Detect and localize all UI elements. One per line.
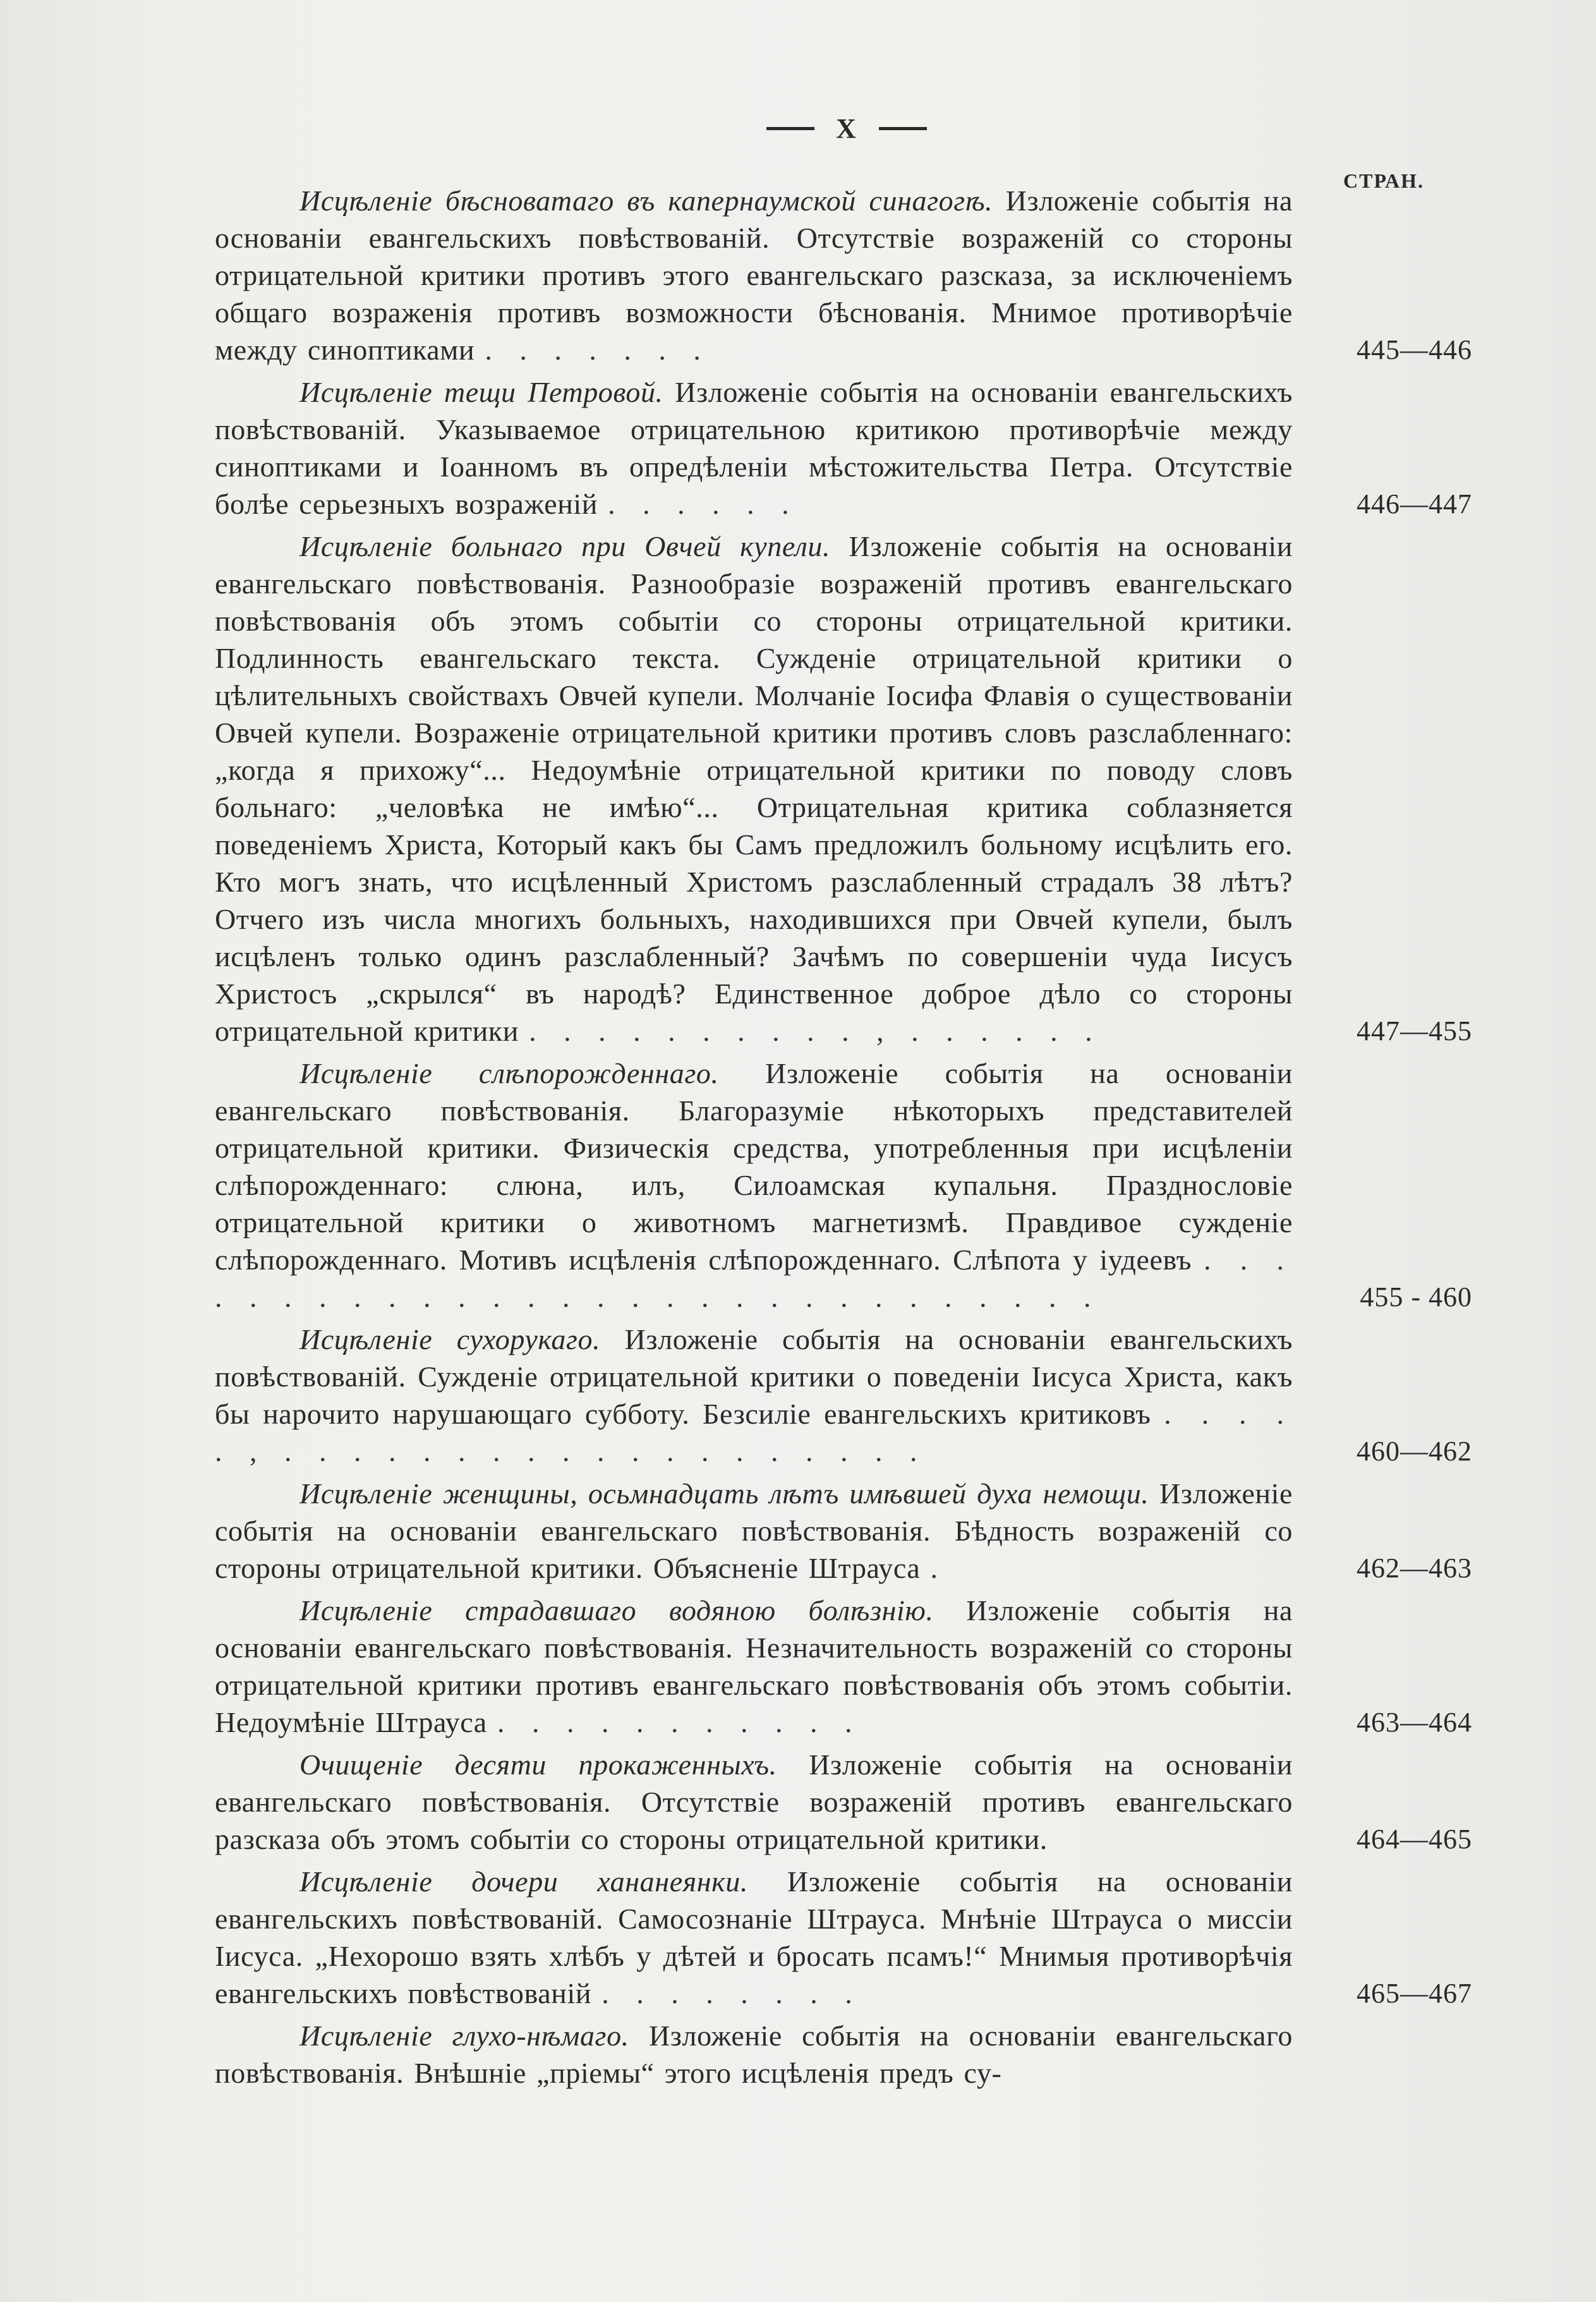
toc-entry-title: Исцѣленіе больнаго при Овчей купели. xyxy=(299,530,831,562)
toc-entry-body: Изложеніе событія на основаніи евангельскаго повѣствованія. Незначительность возраженій со стороны отрицательной критики противъ евангельскаго повѣствованія объ этомъ событіи. Недоумѣніе Штрауса xyxy=(215,1594,1293,1738)
toc-entry xyxy=(215,1475,1472,1587)
toc-entry xyxy=(215,2017,1472,2092)
page-header xyxy=(746,106,948,150)
toc-entry-title: Исцѣленіе тещи Петровой. xyxy=(299,376,663,408)
toc-entry xyxy=(215,1055,1472,1316)
dot-leader: . . . . . . . . . . . xyxy=(497,1706,861,1738)
toc-entry xyxy=(215,1592,1472,1741)
pages-column-label: СТРАН. xyxy=(1343,169,1424,192)
toc-entry-text xyxy=(215,1746,1293,1858)
header-dash-left xyxy=(766,127,814,130)
toc-entry-body: Изложеніе событія на основаніи евангельскихъ повѣствованій. Сужденіе отрицательной критики о поведеніи Іисуса Христа, какъ бы нарочито нарушающаго субботу. Безсиліе евангельскихъ критиковъ xyxy=(215,1323,1293,1430)
toc-entry-text xyxy=(215,1863,1293,2012)
toc-entry-title: Исцѣленіе дочери хананеянки. xyxy=(299,1865,748,1898)
toc-entry xyxy=(215,1863,1472,2012)
toc-entry-title: Исцѣленіе страдавшаго водяною болѣзнію. xyxy=(299,1594,934,1627)
toc-entry-pages: 460—462 xyxy=(1357,1436,1472,1467)
toc-entry xyxy=(215,1746,1472,1858)
toc-entry-pages: 447—455 xyxy=(1357,1015,1472,1046)
toc-entry-body: Изложеніе событія на основаніи евангельскихъ повѣствованій. Отсутствіе возраженій со стороны отрицательной критики противъ этого евангельскаго разсказа, за исключеніемъ общаго возраженія противъ возможности бѣснованія. Мнимое противорѣчіе между синоптиками xyxy=(215,185,1293,366)
dot-leader: . . . . . . . . xyxy=(602,1977,861,2009)
toc-entry-pages: 462—463 xyxy=(1357,1553,1472,1584)
header-dash-right xyxy=(879,127,927,130)
toc-entry-body: Изложеніе событія на основаніи евангельскаго повѣствованія. Разнообразіе возраженій противъ евангельскаго повѣствованія объ этомъ событіи со стороны отрицательной критики. Подлинность евангельскаго текста. Сужденіе отрицательной критики о цѣлительныхъ свойствахъ Овчей купели. Молчаніе Іосифа Флавія о существованіи Овчей купели. Возраженіе отрицательной критики противъ словъ разслабленнаго: „когда я прихожу“... Недоумѣніе отрицательной критики по поводу словъ больнаго: „человѣка не имѣю“... Отрицательная критика соблазняется поведеніемъ Христа, Который какъ бы Самъ предложилъ больному исцѣлить его. Кто могъ знать, что исцѣленный Христомъ разслабленный страдалъ 38 лѣтъ? Отчего изъ числа многихъ больныхъ, находившихся при Овчей купели, былъ исцѣленъ только одинъ разслабленный? Зачѣмъ по совершеніи чуда Іисусъ Христосъ „скрылся“ въ народѣ? Единственное доброе дѣло со стороны отрицательной критики xyxy=(215,530,1293,1047)
toc-entry-title: Исцѣленіе женщины, осьмнадцать лѣтъ имѣвшей духа немощи. xyxy=(299,1477,1149,1510)
toc-entry-text xyxy=(215,528,1293,1050)
toc-entry-pages: 465—467 xyxy=(1357,1978,1472,2009)
dot-leader: . . . . . , . . . . . . . . . . . . . . . . . . . xyxy=(215,1398,1293,1467)
dot-leader: . xyxy=(930,1552,947,1584)
dot-leader: . . . . . . xyxy=(608,488,798,520)
toc-entry-body: Изложеніе событія на основаніи евангельскихъ повѣствованій. Самосознаніе Штрауса. Мнѣніе Штрауса о миссіи Іисуса. „Нехорошо взять хлѣбъ у дѣтей и бросать псамъ!“ Мнимыя противорѣчія евангельскихъ повѣствованій xyxy=(215,1865,1293,2009)
toc-entry-pages: 464—465 xyxy=(1357,1824,1472,1855)
toc-entry-title: Исцѣленіе сухорукаго. xyxy=(299,1323,601,1355)
toc-entry xyxy=(215,528,1472,1050)
toc-entry xyxy=(215,182,1472,368)
toc-entry-text xyxy=(215,1055,1293,1316)
toc-entry-text xyxy=(215,1592,1293,1741)
toc-entry-title: Исцѣленіе бѣсноватаго въ капернаумской синагогѣ. xyxy=(299,185,993,217)
toc-entry-body: Изложеніе событія на основаніи евангельскаго повѣствованія. Отсутствіе возраженій противъ евангельскаго разсказа объ этомъ событіи со стороны отрицательной критики. xyxy=(215,1748,1293,1855)
toc-entry xyxy=(215,1321,1472,1470)
toc-entry-text xyxy=(215,182,1293,368)
toc-entry-pages: 463—464 xyxy=(1357,1707,1472,1738)
toc-entry-text xyxy=(215,1475,1293,1587)
toc-entry-text xyxy=(215,2017,1293,2092)
toc-entry-text xyxy=(215,1321,1293,1470)
toc-entry-body: Изложеніе событія на основаніи евангельскихъ повѣствованій. Указываемое отрицательною критикою противорѣчіе между синоптиками и Іоанномъ въ опредѣленіи мѣстожительства Петра. Отсутствіе болѣе серьезныхъ возраженій xyxy=(215,376,1293,520)
toc-entry-pages: 455 - 460 xyxy=(1360,1281,1472,1312)
toc-entry-body: Изложеніе событія на основаніи евангельскаго повѣствованія. Бѣдность возраженій со стороны отрицательной критики. Объясненіе Штрауса xyxy=(215,1477,1293,1584)
toc-entry-pages: 445—446 xyxy=(1357,334,1472,365)
toc-entry-title: Очищеніе десяти прокаженныхъ. xyxy=(299,1748,777,1781)
toc-entry-text xyxy=(215,373,1293,523)
page-numeral: X xyxy=(836,112,857,144)
toc-entry xyxy=(215,373,1472,523)
toc-entry-body: Изложеніе событія на основаніи евангельскаго повѣствованія. Внѣшніе „пріемы“ этого исцѣленія предъ су- xyxy=(215,2020,1293,2089)
dot-leader: . . . . . . . xyxy=(485,334,710,366)
dot-leader: . . . . . . . . . . . . . . . . . . . . . . . . . . . . . xyxy=(215,1244,1293,1313)
toc-entry-title: Исцѣленіе глухо-нѣмаго. xyxy=(299,2020,629,2052)
toc-entry-title: Исцѣленіе слѣпорожденнаго. xyxy=(299,1057,719,1089)
table-of-contents xyxy=(215,182,1472,2097)
toc-entry-pages: 446—447 xyxy=(1357,488,1472,519)
toc-entry-body: Изложеніе событія на основаніи евангельскаго повѣствованія. Благоразуміе нѣкоторыхъ представителей отрицательной критики. Физическія средства, употребленныя при исцѣленіи слѣпорожденнаго: слюна, илъ, Силоамская купальня. Празднословіе отрицательной критики о животномъ магнетизмѣ. Правдивое сужденіе слѣпорожденнаго. Мотивъ исцѣленія слѣпорожденнаго. Слѣпота у іудеевъ xyxy=(215,1057,1293,1276)
dot-leader: . . . . . . . . . . , . . . . . . xyxy=(529,1015,1101,1047)
